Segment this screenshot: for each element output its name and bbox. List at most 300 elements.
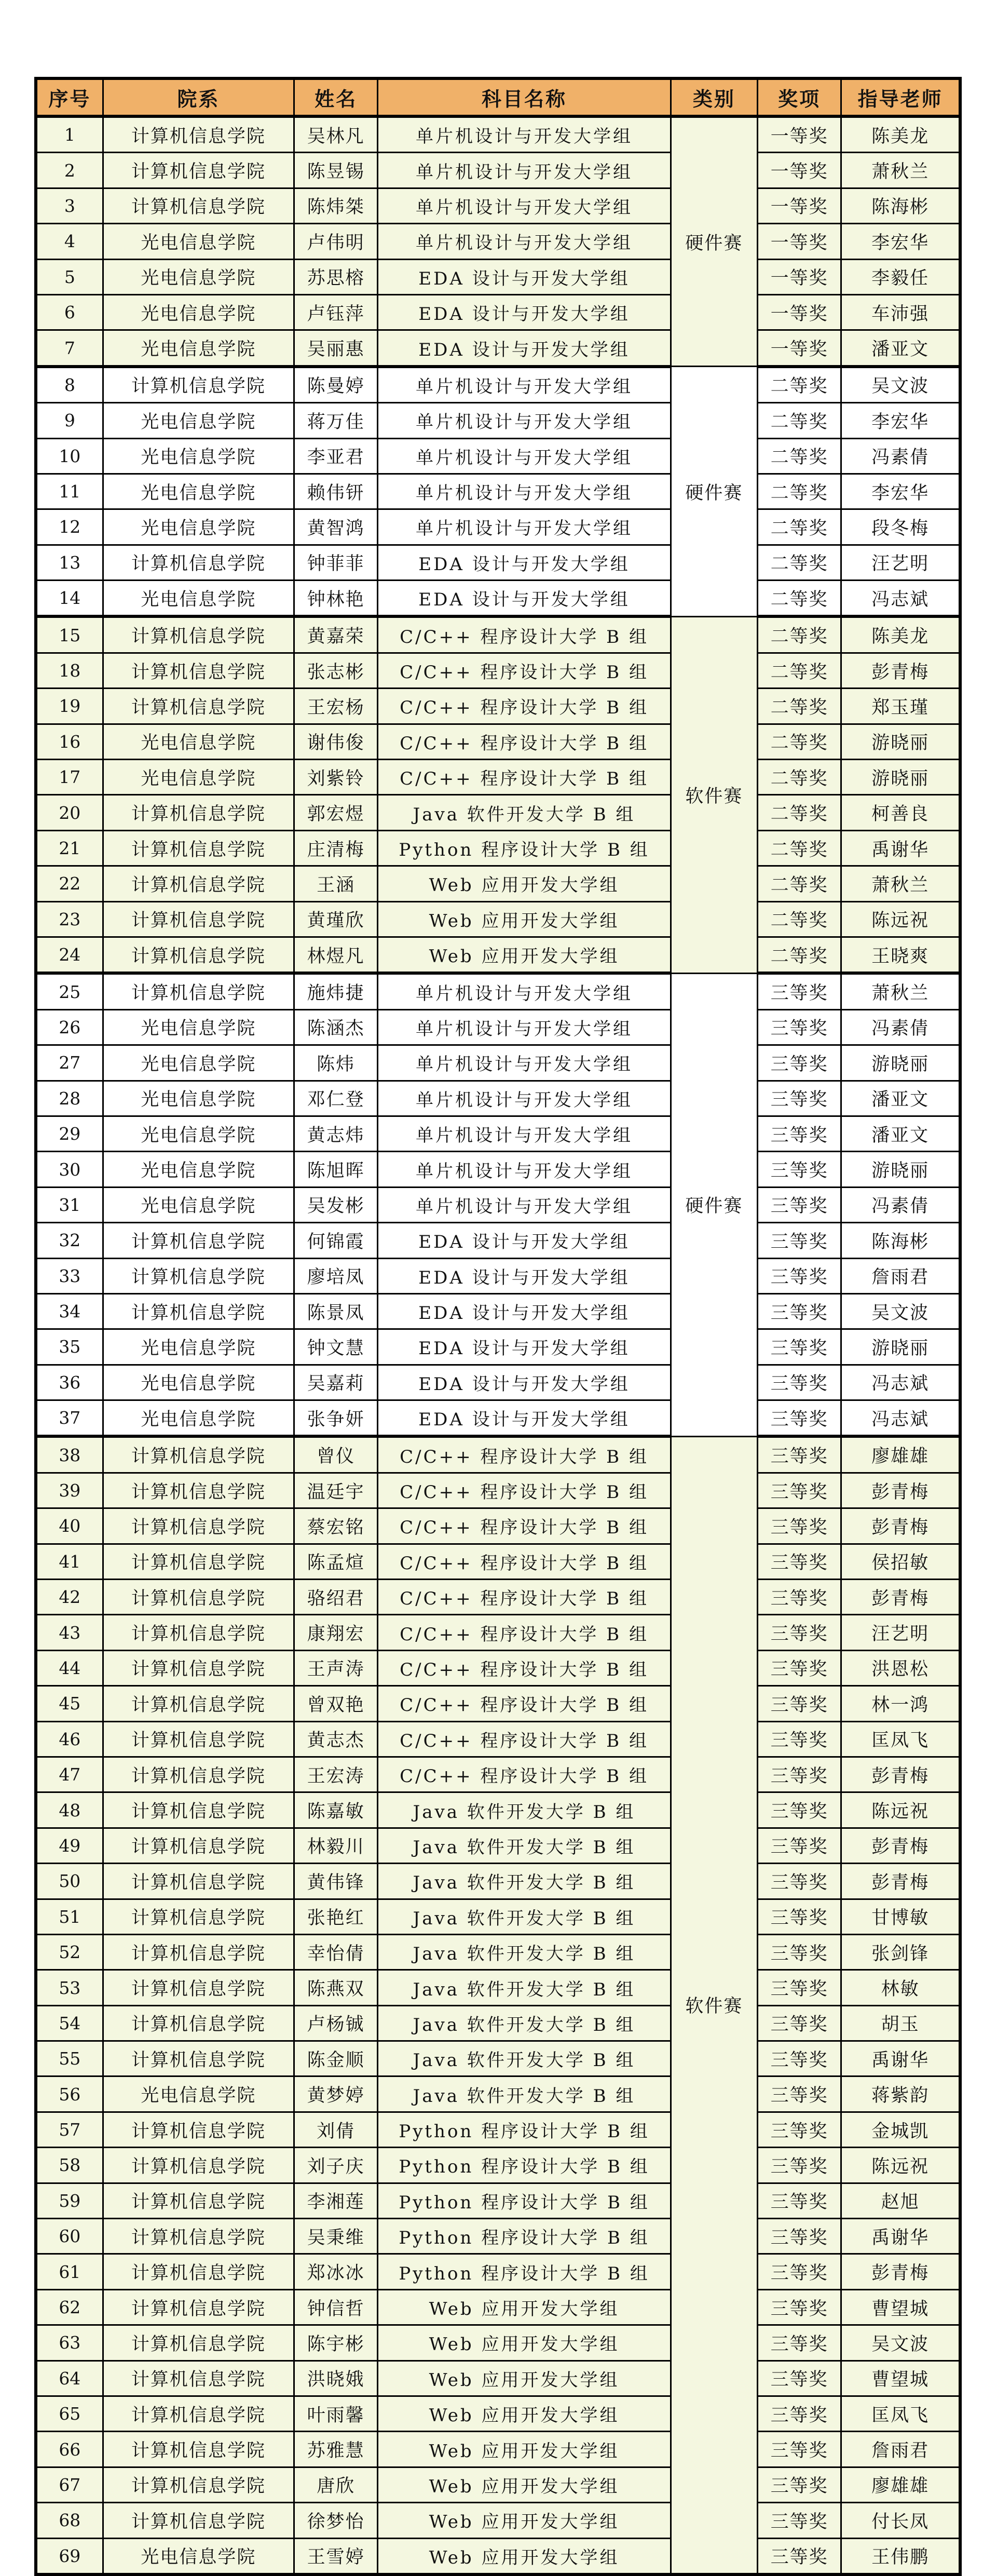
cell-advisor: 禹谢华 (841, 830, 960, 866)
cell-subject: C/C++ 程序设计大学 B 组 (378, 1473, 671, 1508)
cell-subject: 单片机设计与开发大学组 (378, 188, 671, 223)
cell-advisor: 蒋紫韵 (841, 2076, 960, 2112)
cell-award: 一等奖 (758, 153, 841, 188)
cell-index: 69 (36, 2538, 103, 2574)
table-row (36, 2254, 960, 2289)
cell-award: 三等奖 (758, 2289, 841, 2325)
table-row (36, 1473, 960, 1508)
cell-subject: 单片机设计与开发大学组 (378, 367, 671, 403)
cell-department: 计算机信息学院 (103, 2361, 294, 2396)
cell-student-name: 徐梦怡 (294, 2503, 378, 2538)
cell-advisor: 吴文波 (841, 2325, 960, 2361)
cell-index: 4 (36, 224, 103, 259)
table-row (36, 1152, 960, 1187)
cell-award: 一等奖 (758, 224, 841, 259)
cell-award: 三等奖 (758, 1009, 841, 1045)
cell-subject: Web 应用开发大学组 (378, 2325, 671, 2361)
cell-subject: Web 应用开发大学组 (378, 937, 671, 973)
table-row (36, 1686, 960, 1721)
cell-subject: Java 软件开发大学 B 组 (378, 2041, 671, 2076)
cell-department: 光电信息学院 (103, 474, 294, 509)
cell-student-name: 施炜捷 (294, 973, 378, 1009)
cell-advisor: 陈远祝 (841, 2148, 960, 2183)
cell-department: 光电信息学院 (103, 1116, 294, 1151)
cell-award: 二等奖 (758, 367, 841, 403)
cell-advisor: 段冬梅 (841, 509, 960, 545)
cell-department: 计算机信息学院 (103, 689, 294, 724)
table-row (36, 2538, 960, 2574)
cell-subject: 单片机设计与开发大学组 (378, 1152, 671, 1187)
cell-subject: EDA 设计与开发大学组 (378, 1223, 671, 1258)
cell-student-name: 庄清梅 (294, 830, 378, 866)
cell-index: 2 (36, 153, 103, 188)
cell-category: 软件赛 (671, 616, 757, 973)
cell-department: 光电信息学院 (103, 1365, 294, 1400)
cell-student-name: 廖培凤 (294, 1258, 378, 1293)
cell-department: 光电信息学院 (103, 1400, 294, 1437)
cell-advisor: 廖雄雄 (841, 2467, 960, 2502)
cell-advisor: 彭青梅 (841, 1580, 960, 1615)
cell-subject: C/C++ 程序设计大学 B 组 (378, 653, 671, 688)
cell-advisor: 冯素倩 (841, 438, 960, 474)
table-row (36, 689, 960, 724)
cell-index: 68 (36, 2503, 103, 2538)
cell-subject: Python 程序设计大学 B 组 (378, 2112, 671, 2147)
table-row (36, 724, 960, 759)
table-row (36, 1970, 960, 2005)
table-row (36, 403, 960, 438)
cell-award: 三等奖 (758, 1293, 841, 1329)
cell-subject: Web 应用开发大学组 (378, 2467, 671, 2502)
table-row (36, 1045, 960, 1081)
cell-award: 三等奖 (758, 1473, 841, 1508)
cell-department: 计算机信息学院 (103, 545, 294, 580)
cell-student-name: 卢杨铖 (294, 2005, 378, 2041)
cell-department: 计算机信息学院 (103, 616, 294, 653)
table-row (36, 1580, 960, 1615)
cell-award: 二等奖 (758, 901, 841, 937)
table-row (36, 509, 960, 545)
cell-award: 三等奖 (758, 1899, 841, 1934)
cell-subject: EDA 设计与开发大学组 (378, 581, 671, 617)
cell-index: 25 (36, 973, 103, 1009)
cell-student-name: 陈燕双 (294, 1970, 378, 2005)
cell-department: 光电信息学院 (103, 259, 294, 294)
cell-index: 67 (36, 2467, 103, 2502)
cell-student-name: 陈金顺 (294, 2041, 378, 2076)
cell-advisor: 曹望城 (841, 2289, 960, 2325)
cell-student-name: 吴丽惠 (294, 330, 378, 367)
cell-advisor: 匡凤飞 (841, 1721, 960, 1757)
table-row (36, 330, 960, 367)
cell-award: 二等奖 (758, 937, 841, 973)
cell-department: 计算机信息学院 (103, 2005, 294, 2041)
cell-department: 计算机信息学院 (103, 2503, 294, 2538)
cell-advisor: 李宏华 (841, 224, 960, 259)
col-header-category: 类别 (671, 78, 757, 116)
cell-advisor: 禹谢华 (841, 2219, 960, 2254)
cell-department: 计算机信息学院 (103, 1757, 294, 1792)
cell-index: 3 (36, 188, 103, 223)
cell-department: 计算机信息学院 (103, 830, 294, 866)
cell-department: 光电信息学院 (103, 294, 294, 330)
cell-subject: Python 程序设计大学 B 组 (378, 2148, 671, 2183)
results-table-body (36, 116, 960, 2574)
cell-index: 40 (36, 1508, 103, 1544)
cell-student-name: 苏雅慧 (294, 2432, 378, 2467)
cell-student-name: 吴发彬 (294, 1187, 378, 1222)
cell-department: 计算机信息学院 (103, 1293, 294, 1329)
cell-award: 三等奖 (758, 1686, 841, 1721)
cell-subject: C/C++ 程序设计大学 B 组 (378, 1615, 671, 1650)
cell-student-name: 钟菲菲 (294, 545, 378, 580)
cell-advisor: 陈远祝 (841, 1792, 960, 1828)
cell-subject: EDA 设计与开发大学组 (378, 294, 671, 330)
cell-advisor: 詹雨君 (841, 1258, 960, 1293)
cell-subject: EDA 设计与开发大学组 (378, 1293, 671, 1329)
cell-subject: 单片机设计与开发大学组 (378, 1116, 671, 1151)
cell-subject: Web 应用开发大学组 (378, 2289, 671, 2325)
cell-award: 三等奖 (758, 2503, 841, 2538)
cell-subject: Java 软件开发大学 B 组 (378, 1934, 671, 1970)
cell-student-name: 陈炜桀 (294, 188, 378, 223)
cell-student-name: 钟信哲 (294, 2289, 378, 2325)
cell-student-name: 张艳红 (294, 1899, 378, 1934)
col-header-index: 序号 (36, 78, 103, 116)
cell-student-name: 刘倩 (294, 2112, 378, 2147)
cell-department: 光电信息学院 (103, 1152, 294, 1187)
cell-subject: EDA 设计与开发大学组 (378, 1258, 671, 1293)
cell-award: 三等奖 (758, 2183, 841, 2218)
cell-department: 计算机信息学院 (103, 116, 294, 153)
cell-subject: 单片机设计与开发大学组 (378, 403, 671, 438)
cell-index: 6 (36, 294, 103, 330)
table-row (36, 830, 960, 866)
cell-index: 17 (36, 760, 103, 795)
cell-award: 一等奖 (758, 259, 841, 294)
cell-department: 计算机信息学院 (103, 1899, 294, 1934)
cell-subject: Java 软件开发大学 B 组 (378, 2076, 671, 2112)
cell-subject: Web 应用开发大学组 (378, 2538, 671, 2574)
cell-index: 44 (36, 1650, 103, 1685)
cell-department: 计算机信息学院 (103, 1970, 294, 2005)
cell-subject: 单片机设计与开发大学组 (378, 1009, 671, 1045)
cell-department: 光电信息学院 (103, 2538, 294, 2574)
cell-department: 计算机信息学院 (103, 367, 294, 403)
cell-student-name: 邓仁登 (294, 1081, 378, 1116)
table-row (36, 367, 960, 403)
cell-index: 29 (36, 1116, 103, 1151)
cell-subject: Web 应用开发大学组 (378, 901, 671, 937)
table-row (36, 2289, 960, 2325)
table-row (36, 2467, 960, 2502)
cell-student-name: 谢伟俊 (294, 724, 378, 759)
cell-student-name: 陈宇彬 (294, 2325, 378, 2361)
cell-subject: Web 应用开发大学组 (378, 2361, 671, 2396)
cell-subject: C/C++ 程序设计大学 B 组 (378, 760, 671, 795)
cell-department: 计算机信息学院 (103, 1508, 294, 1544)
cell-subject: EDA 设计与开发大学组 (378, 1400, 671, 1437)
table-row (36, 1400, 960, 1437)
col-header-advisor: 指导老师 (841, 78, 960, 116)
cell-advisor: 游晓丽 (841, 724, 960, 759)
table-row (36, 1365, 960, 1400)
cell-student-name: 曾双艳 (294, 1686, 378, 1721)
table-row (36, 2112, 960, 2147)
cell-index: 54 (36, 2005, 103, 2041)
cell-award: 三等奖 (758, 973, 841, 1009)
cell-index: 46 (36, 1721, 103, 1757)
table-row (36, 901, 960, 937)
cell-subject: Java 软件开发大学 B 组 (378, 1864, 671, 1899)
cell-department: 计算机信息学院 (103, 866, 294, 901)
cell-award: 三等奖 (758, 1152, 841, 1187)
cell-student-name: 陈景凤 (294, 1293, 378, 1329)
cell-advisor: 彭青梅 (841, 1828, 960, 1863)
cell-category: 软件赛 (671, 1436, 757, 2574)
cell-student-name: 陈炜 (294, 1045, 378, 1081)
cell-index: 8 (36, 367, 103, 403)
table-row (36, 2396, 960, 2432)
cell-index: 57 (36, 2112, 103, 2147)
table-row (36, 653, 960, 688)
cell-index: 28 (36, 1081, 103, 1116)
cell-subject: Python 程序设计大学 B 组 (378, 2219, 671, 2254)
cell-award: 三等奖 (758, 1508, 841, 1544)
cell-index: 30 (36, 1152, 103, 1187)
cell-advisor: 彭青梅 (841, 1757, 960, 1792)
cell-department: 计算机信息学院 (103, 2254, 294, 2289)
cell-advisor: 匡凤飞 (841, 2396, 960, 2432)
cell-department: 计算机信息学院 (103, 2219, 294, 2254)
cell-department: 计算机信息学院 (103, 153, 294, 188)
cell-index: 45 (36, 1686, 103, 1721)
cell-award: 三等奖 (758, 1757, 841, 1792)
cell-student-name: 王雪婷 (294, 2538, 378, 2574)
table-row (36, 1864, 960, 1899)
cell-advisor: 曹望城 (841, 2361, 960, 2396)
cell-award: 三等奖 (758, 2076, 841, 2112)
cell-student-name: 钟文慧 (294, 1329, 378, 1365)
cell-award: 三等奖 (758, 1544, 841, 1579)
cell-index: 20 (36, 795, 103, 830)
cell-department: 计算机信息学院 (103, 1544, 294, 1579)
cell-index: 51 (36, 1899, 103, 1934)
cell-advisor: 甘博敏 (841, 1899, 960, 1934)
cell-index: 43 (36, 1615, 103, 1650)
table-row (36, 2148, 960, 2183)
table-row (36, 616, 960, 653)
table-row (36, 2432, 960, 2467)
table-row (36, 1329, 960, 1365)
cell-advisor: 李宏华 (841, 474, 960, 509)
cell-department: 光电信息学院 (103, 1009, 294, 1045)
cell-index: 12 (36, 509, 103, 545)
header-row (36, 78, 960, 116)
table-row (36, 1436, 960, 1473)
cell-award: 三等奖 (758, 1615, 841, 1650)
cell-award: 三等奖 (758, 1116, 841, 1151)
cell-advisor: 林一鸿 (841, 1686, 960, 1721)
cell-index: 32 (36, 1223, 103, 1258)
cell-advisor: 潘亚文 (841, 330, 960, 367)
cell-subject: 单片机设计与开发大学组 (378, 973, 671, 1009)
cell-advisor: 付长凤 (841, 2503, 960, 2538)
cell-student-name: 唐欣 (294, 2467, 378, 2502)
cell-advisor: 张剑锋 (841, 1934, 960, 1970)
cell-department: 计算机信息学院 (103, 2289, 294, 2325)
cell-award: 三等奖 (758, 1187, 841, 1222)
table-row (36, 224, 960, 259)
cell-award: 二等奖 (758, 689, 841, 724)
cell-index: 64 (36, 2361, 103, 2396)
cell-student-name: 叶雨馨 (294, 2396, 378, 2432)
cell-subject: C/C++ 程序设计大学 B 组 (378, 1580, 671, 1615)
cell-award: 三等奖 (758, 1436, 841, 1473)
table-row (36, 1615, 960, 1650)
cell-advisor: 冯志斌 (841, 1400, 960, 1437)
cell-student-name: 李湘莲 (294, 2183, 378, 2218)
cell-index: 50 (36, 1864, 103, 1899)
cell-award: 三等奖 (758, 2041, 841, 2076)
col-header-name: 姓名 (294, 78, 378, 116)
cell-advisor: 萧秋兰 (841, 866, 960, 901)
cell-advisor: 廖雄雄 (841, 1436, 960, 1473)
cell-index: 5 (36, 259, 103, 294)
cell-award: 一等奖 (758, 330, 841, 367)
cell-department: 计算机信息学院 (103, 188, 294, 223)
cell-student-name: 赖伟钘 (294, 474, 378, 509)
cell-index: 47 (36, 1757, 103, 1792)
cell-index: 53 (36, 1970, 103, 2005)
cell-subject: 单片机设计与开发大学组 (378, 474, 671, 509)
cell-award: 三等奖 (758, 1045, 841, 1081)
cell-department: 光电信息学院 (103, 2076, 294, 2112)
cell-index: 16 (36, 724, 103, 759)
cell-award: 二等奖 (758, 653, 841, 688)
cell-subject: Java 软件开发大学 B 组 (378, 795, 671, 830)
cell-advisor: 潘亚文 (841, 1116, 960, 1151)
cell-advisor: 游晓丽 (841, 1329, 960, 1365)
cell-student-name: 张争妍 (294, 1400, 378, 1437)
cell-advisor: 汪艺明 (841, 1615, 960, 1650)
cell-subject: Web 应用开发大学组 (378, 2432, 671, 2467)
cell-student-name: 黄梦婷 (294, 2076, 378, 2112)
cell-category: 硬件赛 (671, 367, 757, 617)
cell-award: 一等奖 (758, 188, 841, 223)
cell-subject: C/C++ 程序设计大学 B 组 (378, 1544, 671, 1579)
table-row (36, 294, 960, 330)
cell-subject: EDA 设计与开发大学组 (378, 1365, 671, 1400)
cell-award: 三等奖 (758, 2112, 841, 2147)
cell-advisor: 彭青梅 (841, 1864, 960, 1899)
cell-index: 18 (36, 653, 103, 688)
table-row (36, 866, 960, 901)
cell-award: 三等奖 (758, 1365, 841, 1400)
cell-department: 计算机信息学院 (103, 1934, 294, 1970)
cell-department: 计算机信息学院 (103, 2396, 294, 2432)
cell-award: 三等奖 (758, 2396, 841, 2432)
cell-category: 硬件赛 (671, 973, 757, 1436)
table-row (36, 1223, 960, 1258)
cell-index: 61 (36, 2254, 103, 2289)
table-row (36, 545, 960, 580)
cell-advisor: 侯招敏 (841, 1544, 960, 1579)
cell-index: 39 (36, 1473, 103, 1508)
table-row (36, 760, 960, 795)
cell-award: 三等奖 (758, 1934, 841, 1970)
cell-student-name: 陈涵杰 (294, 1009, 378, 1045)
cell-award: 二等奖 (758, 545, 841, 580)
cell-advisor: 柯善良 (841, 795, 960, 830)
cell-department: 光电信息学院 (103, 330, 294, 367)
cell-student-name: 黄瑾欣 (294, 901, 378, 937)
table-row (36, 973, 960, 1009)
cell-index: 26 (36, 1009, 103, 1045)
cell-advisor: 游晓丽 (841, 760, 960, 795)
cell-student-name: 张志彬 (294, 653, 378, 688)
cell-advisor: 金城凯 (841, 2112, 960, 2147)
cell-department: 光电信息学院 (103, 581, 294, 617)
cell-advisor: 彭青梅 (841, 2254, 960, 2289)
cell-index: 13 (36, 545, 103, 580)
cell-advisor: 游晓丽 (841, 1152, 960, 1187)
cell-index: 23 (36, 901, 103, 937)
cell-subject: 单片机设计与开发大学组 (378, 153, 671, 188)
cell-subject: Java 软件开发大学 B 组 (378, 2005, 671, 2041)
cell-student-name: 何锦霞 (294, 1223, 378, 1258)
cell-advisor: 游晓丽 (841, 1045, 960, 1081)
cell-student-name: 卢钰萍 (294, 294, 378, 330)
cell-department: 计算机信息学院 (103, 2325, 294, 2361)
cell-index: 66 (36, 2432, 103, 2467)
cell-subject: EDA 设计与开发大学组 (378, 259, 671, 294)
cell-index: 37 (36, 1400, 103, 1437)
cell-department: 计算机信息学院 (103, 1258, 294, 1293)
cell-student-name: 王涵 (294, 866, 378, 901)
cell-advisor: 胡玉 (841, 2005, 960, 2041)
cell-department: 计算机信息学院 (103, 2183, 294, 2218)
cell-department: 计算机信息学院 (103, 1223, 294, 1258)
cell-department: 光电信息学院 (103, 509, 294, 545)
awards-table (34, 77, 962, 2576)
cell-index: 22 (36, 866, 103, 901)
cell-advisor: 冯志斌 (841, 581, 960, 617)
cell-advisor: 冯素倩 (841, 1009, 960, 1045)
cell-subject: 单片机设计与开发大学组 (378, 1187, 671, 1222)
cell-advisor: 陈海彬 (841, 188, 960, 223)
cell-advisor: 詹雨君 (841, 2432, 960, 2467)
table-row (36, 1934, 960, 1970)
cell-award: 二等奖 (758, 866, 841, 901)
table-row (36, 1009, 960, 1045)
cell-index: 62 (36, 2289, 103, 2325)
cell-subject: C/C++ 程序设计大学 B 组 (378, 724, 671, 759)
cell-student-name: 刘子庆 (294, 2148, 378, 2183)
cell-subject: C/C++ 程序设计大学 B 组 (378, 1757, 671, 1792)
cell-advisor: 吴文波 (841, 1293, 960, 1329)
cell-award: 二等奖 (758, 438, 841, 474)
cell-award: 二等奖 (758, 581, 841, 617)
cell-department: 光电信息学院 (103, 1329, 294, 1365)
cell-department: 计算机信息学院 (103, 1864, 294, 1899)
cell-advisor: 潘亚文 (841, 1081, 960, 1116)
cell-advisor: 王伟鹏 (841, 2538, 960, 2574)
cell-student-name: 幸怡倩 (294, 1934, 378, 1970)
cell-award: 二等奖 (758, 724, 841, 759)
cell-advisor: 冯志斌 (841, 1365, 960, 1400)
cell-subject: C/C++ 程序设计大学 B 组 (378, 1436, 671, 1473)
